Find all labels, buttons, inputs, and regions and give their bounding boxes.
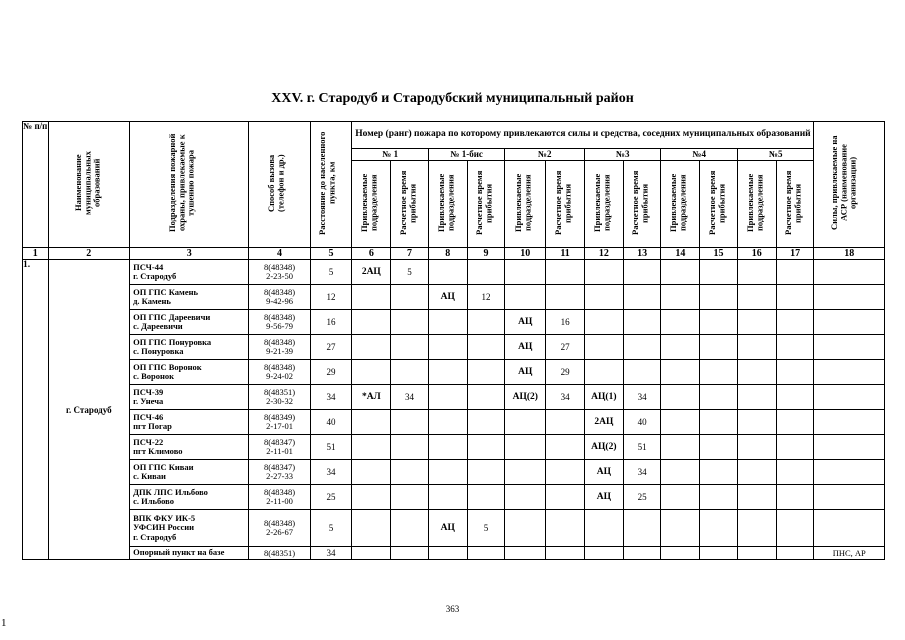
sub-time-3: Расчетное время прибытия [623, 161, 661, 248]
empty-cell [776, 260, 814, 285]
page-title: XXV. г. Стародуб и Стародубский муниципальный район [271, 91, 634, 106]
rank-cell-c13: 25 [623, 485, 661, 510]
rank-cell-c9 [467, 385, 505, 410]
empty-cell [391, 510, 429, 547]
rank-cell-c8 [428, 460, 467, 485]
phone-number: 9-56-79 [266, 321, 293, 331]
phone-code: 8(48348) [263, 337, 296, 348]
empty-cell [737, 360, 776, 385]
rank-cell-c6 [352, 360, 391, 385]
unit-place: с. Воронок [133, 371, 175, 381]
empty-cell [737, 260, 776, 285]
phone-cell [249, 310, 310, 335]
empty-cell [700, 460, 738, 485]
empty-cell [546, 547, 585, 560]
row-number: 1. [23, 260, 49, 560]
distance-cell: 27 [310, 335, 352, 360]
col-number: 17 [776, 248, 814, 260]
phone-code: 8(48348) [263, 362, 296, 373]
municipality-name: г. Стародуб [48, 260, 130, 560]
empty-cell [737, 385, 776, 410]
rank-cell-c11 [546, 285, 585, 310]
rank-cell-c6: *АЛ [352, 385, 391, 410]
rank-cell-c12 [584, 285, 623, 310]
table-row [23, 410, 885, 435]
unit-place: с. Ильбово [133, 496, 174, 506]
rank-cell-c12 [584, 310, 623, 335]
asr-cell [814, 360, 885, 385]
sub-units-5: Привлекаемые подразделения [737, 161, 776, 248]
table-row [23, 310, 885, 335]
unit-name: ВПК ФКУ ИК-5 [133, 512, 196, 523]
col-number: 9 [467, 248, 505, 260]
empty-cell [546, 510, 585, 547]
phone-code: 8(48349) [263, 412, 296, 423]
phone-cell [249, 485, 310, 510]
unit-place: пгт Климово [133, 446, 183, 456]
empty-cell [391, 547, 429, 560]
rank-cell-c13 [623, 335, 661, 360]
header-municipality: Наименование муниципальных образований [48, 122, 130, 248]
rank-cell-c6 [352, 310, 391, 335]
asr-cell [814, 485, 885, 510]
unit-cell [130, 435, 249, 460]
rank-cell-c8 [428, 385, 467, 410]
empty-cell [700, 385, 738, 410]
col-number: 14 [661, 248, 700, 260]
rank-cell-c8 [428, 435, 467, 460]
sub-units-1bis: Привлекаемые подразделения [428, 161, 467, 248]
rank-5: №5 [737, 149, 814, 161]
phone-number: 2-17-01 [266, 421, 293, 431]
rank-cell-c9 [467, 435, 505, 460]
empty-cell [776, 360, 814, 385]
empty-cell [700, 410, 738, 435]
rank-cell-c8 [428, 410, 467, 435]
rank-cell-c7: 34 [391, 385, 429, 410]
phone-code: 8(48348) [263, 518, 296, 529]
rank-cell-c11 [546, 435, 585, 460]
sub-time-1bis: Расчетное время прибытия [467, 161, 505, 248]
col-number: 3 [130, 248, 249, 260]
unit-cell [130, 485, 249, 510]
distance-cell: 12 [310, 285, 352, 310]
empty-cell [776, 385, 814, 410]
empty-cell [737, 510, 776, 547]
empty-cell [700, 435, 738, 460]
empty-cell [700, 360, 738, 385]
table-row [23, 485, 885, 510]
rank-cell-c11 [546, 460, 585, 485]
rank-cell-c7: 5 [391, 260, 429, 285]
rank-cell-c11 [546, 485, 585, 510]
distance-cell: 5 [310, 510, 352, 547]
unit-place: пгт Погар [133, 421, 172, 431]
phone-number: 2-26-67 [266, 527, 293, 537]
sub-time-1: Расчетное время прибытия [391, 161, 429, 248]
phone-code: 8(48348) [263, 287, 296, 298]
rank-3: №3 [584, 149, 660, 161]
asr-cell [814, 335, 885, 360]
empty-cell [737, 310, 776, 335]
phone-number: 9-21-39 [266, 346, 293, 356]
table-row [23, 335, 885, 360]
page-number: 363 [445, 604, 460, 614]
col-number: 2 [48, 248, 130, 260]
rank-cell-c6 [352, 485, 391, 510]
unit-cell [130, 460, 249, 485]
rank-cell-c11 [546, 410, 585, 435]
empty-cell [661, 410, 700, 435]
rank-cell-c10: АЦ [505, 310, 546, 335]
unit-cell [130, 385, 249, 410]
sub-units-1: Привлекаемые подразделения [352, 161, 391, 248]
unit-cell [130, 335, 249, 360]
rank-cell-c8 [428, 485, 467, 510]
rank-cell-c12: АЦ [584, 485, 623, 510]
rank-cell-c11: 29 [546, 360, 585, 385]
phone-cell [249, 435, 310, 460]
rank-cell-c8: АЦ [428, 510, 467, 547]
col-number: 15 [700, 248, 738, 260]
table-row [23, 510, 885, 547]
empty-cell [737, 285, 776, 310]
header-call-method: Способ вызова (телефон и др.) [249, 122, 310, 248]
distance-cell: 51 [310, 435, 352, 460]
empty-cell [661, 385, 700, 410]
rank-cell-c9 [467, 310, 505, 335]
col-number: 10 [505, 248, 546, 260]
rank-cell-c10 [505, 410, 546, 435]
table-row [23, 360, 885, 385]
rank-cell-c10 [505, 435, 546, 460]
header-units: Подразделения пожарной охраны, привлекаемые к тушению пожара [130, 122, 249, 248]
column-numbers-row [23, 248, 885, 260]
col-number: 6 [352, 248, 391, 260]
rank-cell-c10 [505, 260, 546, 285]
empty-cell [737, 410, 776, 435]
phone-code: 8(48347) [263, 462, 296, 473]
rank-cell-c7 [391, 285, 429, 310]
rank-cell-c13: 51 [623, 435, 661, 460]
distance-cell: 25 [310, 485, 352, 510]
empty-cell [700, 285, 738, 310]
empty-cell [352, 547, 391, 560]
rank-cell-c9 [467, 335, 505, 360]
table-row [23, 285, 885, 310]
col-number: 12 [584, 248, 623, 260]
phone-number: 2-23-50 [266, 271, 293, 281]
empty-cell [776, 547, 814, 560]
rank-1bis: № 1-бис [428, 149, 504, 161]
rank-cell-c13 [623, 260, 661, 285]
distance-cell: 40 [310, 410, 352, 435]
asr-cell: ПНС, АР [814, 547, 885, 560]
unit-cell [130, 510, 249, 547]
empty-cell [661, 360, 700, 385]
rank-cell-c11 [546, 260, 585, 285]
rank-cell-c7 [391, 335, 429, 360]
rank-cell-c8 [428, 335, 467, 360]
phone-cell [249, 260, 310, 285]
sub-time-4: Расчетное время прибытия [700, 161, 738, 248]
unit-name-2: УФСИН России [133, 522, 195, 533]
rank-cell-c9: 5 [467, 510, 505, 547]
distance-cell: 16 [310, 310, 352, 335]
unit-name: ОП ГПС Понуровка [133, 336, 212, 347]
rank-cell-c10 [505, 285, 546, 310]
empty-cell [623, 547, 661, 560]
phone-cell [249, 460, 310, 485]
empty-cell [737, 335, 776, 360]
rank-cell-c7 [391, 485, 429, 510]
rank-cell-c7 [391, 435, 429, 460]
rank-cell-c13 [623, 360, 661, 385]
col-number: 5 [310, 248, 352, 260]
col-number: 1 [23, 248, 49, 260]
empty-cell [661, 435, 700, 460]
rank-cell-c6 [352, 410, 391, 435]
rank-cell-c10: АЦ(2) [505, 385, 546, 410]
phone-cell [249, 410, 310, 435]
empty-cell [661, 485, 700, 510]
empty-cell [584, 510, 623, 547]
rank-cell-c11: 16 [546, 310, 585, 335]
unit-name: ПСЧ-22 [133, 436, 164, 447]
rank-cell-c6 [352, 285, 391, 310]
unit-cell [130, 360, 249, 385]
unit-place: г. Унеча [133, 396, 164, 406]
rank-4: №4 [661, 149, 737, 161]
unit-name: ОП ГПС Воронок [133, 361, 202, 372]
phone-number: 9-24-02 [266, 371, 293, 381]
unit-place: с. Дареевичи [133, 321, 183, 331]
phone-number: 2-11-00 [266, 496, 293, 506]
empty-cell [700, 547, 738, 560]
empty-cell [776, 460, 814, 485]
rank-1: № 1 [352, 149, 428, 161]
phone-code: 8(48348) [263, 487, 296, 498]
phone-code: 8(48347) [263, 437, 296, 448]
distance-cell: 5 [310, 260, 352, 285]
empty-cell [584, 547, 623, 560]
asr-cell [814, 460, 885, 485]
rank-cell-c8: АЦ [428, 285, 467, 310]
asr-cell [814, 260, 885, 285]
unit-name: Опорный пункт на базе [130, 547, 249, 560]
rank-cell-c6 [352, 335, 391, 360]
col-number: 13 [623, 248, 661, 260]
unit-name: ПСЧ-44 [133, 261, 164, 272]
rank-cell-c7 [391, 360, 429, 385]
col-number: 8 [428, 248, 467, 260]
phone-cell [249, 510, 310, 547]
empty-cell [776, 410, 814, 435]
empty-cell [737, 435, 776, 460]
rank-cell-c9 [467, 460, 505, 485]
header-num: № п/п [23, 122, 49, 248]
rank-cell-c8 [428, 260, 467, 285]
empty-cell [700, 310, 738, 335]
unit-cell [130, 285, 249, 310]
distance-cell: 34 [310, 385, 352, 410]
rank-cell-c10: АЦ [505, 360, 546, 385]
rank-2: №2 [505, 149, 585, 161]
rank-cell-c10: АЦ [505, 335, 546, 360]
header-distance: Расстояние до населенного пункта, км [310, 122, 352, 248]
rank-cell-c13: 34 [623, 385, 661, 410]
empty-cell [776, 310, 814, 335]
rank-cell-c9 [467, 260, 505, 285]
distance-cell: 29 [310, 360, 352, 385]
phone-number: 9-42-96 [266, 296, 293, 306]
rank-cell-c8 [428, 360, 467, 385]
unit-cell [130, 410, 249, 435]
asr-cell [814, 510, 885, 547]
rank-cell-c9 [467, 485, 505, 510]
empty-cell [700, 335, 738, 360]
rank-cell-c8 [428, 310, 467, 335]
col-number: 16 [737, 248, 776, 260]
unit-place: г. Стародуб [133, 531, 177, 542]
empty-cell [428, 547, 467, 560]
empty-cell [776, 510, 814, 547]
phone-cell [249, 385, 310, 410]
rank-cell-c7 [391, 410, 429, 435]
empty-cell [700, 485, 738, 510]
rank-cell-c10 [505, 485, 546, 510]
empty-cell [737, 460, 776, 485]
unit-cell [130, 260, 249, 285]
empty-cell [661, 260, 700, 285]
rank-cell-c9 [467, 360, 505, 385]
table-row [23, 260, 885, 285]
col-number: 11 [546, 248, 585, 260]
fire-forces-table [22, 121, 885, 560]
rank-cell-c11: 34 [546, 385, 585, 410]
distance-cell: 34 [310, 460, 352, 485]
phone-cell [249, 360, 310, 385]
header-rank-group: Номер (ранг) пожара по которому привлекаются силы и средства, соседних муниципальных образований [352, 122, 814, 149]
phone-cell [249, 285, 310, 310]
empty-cell [661, 510, 700, 547]
empty-cell [737, 547, 776, 560]
empty-cell [737, 485, 776, 510]
phone-number: 2-27-33 [266, 471, 293, 481]
table-row [23, 460, 885, 485]
unit-name: ОП ГПС Дареевичи [133, 311, 211, 322]
rank-cell-c6 [352, 460, 391, 485]
phone-code: 8(48348) [263, 312, 296, 323]
empty-cell [700, 510, 738, 547]
unit-place: с. Киваи [133, 471, 166, 481]
rank-cell-c13 [623, 285, 661, 310]
empty-cell [776, 435, 814, 460]
unit-name: ПСЧ-46 [133, 411, 164, 422]
rank-cell-c11: 27 [546, 335, 585, 360]
rank-cell-c6: 2АЦ [352, 260, 391, 285]
asr-cell [814, 285, 885, 310]
col-number: 18 [814, 248, 885, 260]
col-number: 7 [391, 248, 429, 260]
sub-units-3: Привлекаемые подразделения [584, 161, 623, 248]
rank-cell-c12 [584, 335, 623, 360]
rank-cell-c9 [467, 410, 505, 435]
phone-code: 8(48351) [263, 387, 296, 398]
rank-cell-c13: 40 [623, 410, 661, 435]
table-row [23, 435, 885, 460]
rank-cell-c7 [391, 310, 429, 335]
unit-cell [130, 310, 249, 335]
asr-cell [814, 385, 885, 410]
unit-place: д. Камень [133, 296, 171, 306]
rank-cell-c10 [505, 460, 546, 485]
empty-cell [776, 485, 814, 510]
table-row [23, 385, 885, 410]
sub-units-4: Привлекаемые подразделения [661, 161, 700, 248]
table-row [23, 547, 885, 560]
unit-name: ПСЧ-39 [133, 386, 164, 397]
empty-cell [352, 510, 391, 547]
rank-cell-c12: 2АЦ [584, 410, 623, 435]
empty-cell [700, 260, 738, 285]
empty-cell [776, 335, 814, 360]
col-number: 4 [249, 248, 310, 260]
asr-cell [814, 410, 885, 435]
rank-cell-c12 [584, 260, 623, 285]
unit-place: с. Понуровка [133, 346, 184, 356]
rank-cell-c7 [391, 460, 429, 485]
empty-cell [661, 335, 700, 360]
rank-cell-c12: АЦ(1) [584, 385, 623, 410]
phone-cell [249, 335, 310, 360]
empty-cell [467, 547, 505, 560]
unit-name: ОП ГПС Киваи [133, 461, 194, 472]
side-mark: 1 [1, 617, 7, 629]
rank-cell-c12 [584, 360, 623, 385]
asr-cell [814, 310, 885, 335]
empty-cell [505, 547, 546, 560]
phone-number: 2-30-32 [266, 396, 293, 406]
unit-place: г. Стародуб [133, 271, 177, 281]
asr-cell [814, 435, 885, 460]
empty-cell [776, 285, 814, 310]
unit-name: ДПК ЛПС Ильбово [133, 486, 208, 497]
phone-number: 2-11-01 [266, 446, 293, 456]
sub-time-5: Расчетное время прибытия [776, 161, 814, 248]
header-asr-forces: Силы, привлекаемые на АСР (наименование организации) [814, 122, 885, 248]
empty-cell [661, 460, 700, 485]
empty-cell [505, 510, 546, 547]
rank-cell-c12: АЦ(2) [584, 435, 623, 460]
phone-code: 8(48351) [249, 547, 310, 560]
rank-cell-c6 [352, 435, 391, 460]
rank-cell-c12: АЦ [584, 460, 623, 485]
empty-cell [661, 310, 700, 335]
phone-code: 8(48348) [263, 262, 296, 273]
sub-units-2: Привлекаемые подразделения [505, 161, 546, 248]
empty-cell [623, 510, 661, 547]
sub-time-2: Расчетное время прибытия [546, 161, 585, 248]
rank-cell-c13: 34 [623, 460, 661, 485]
empty-cell [661, 547, 700, 560]
unit-name: ОП ГПС Камень [133, 286, 198, 297]
rank-cell-c9: 12 [467, 285, 505, 310]
distance-cell: 34 [310, 547, 352, 560]
rank-cell-c13 [623, 310, 661, 335]
empty-cell [661, 285, 700, 310]
